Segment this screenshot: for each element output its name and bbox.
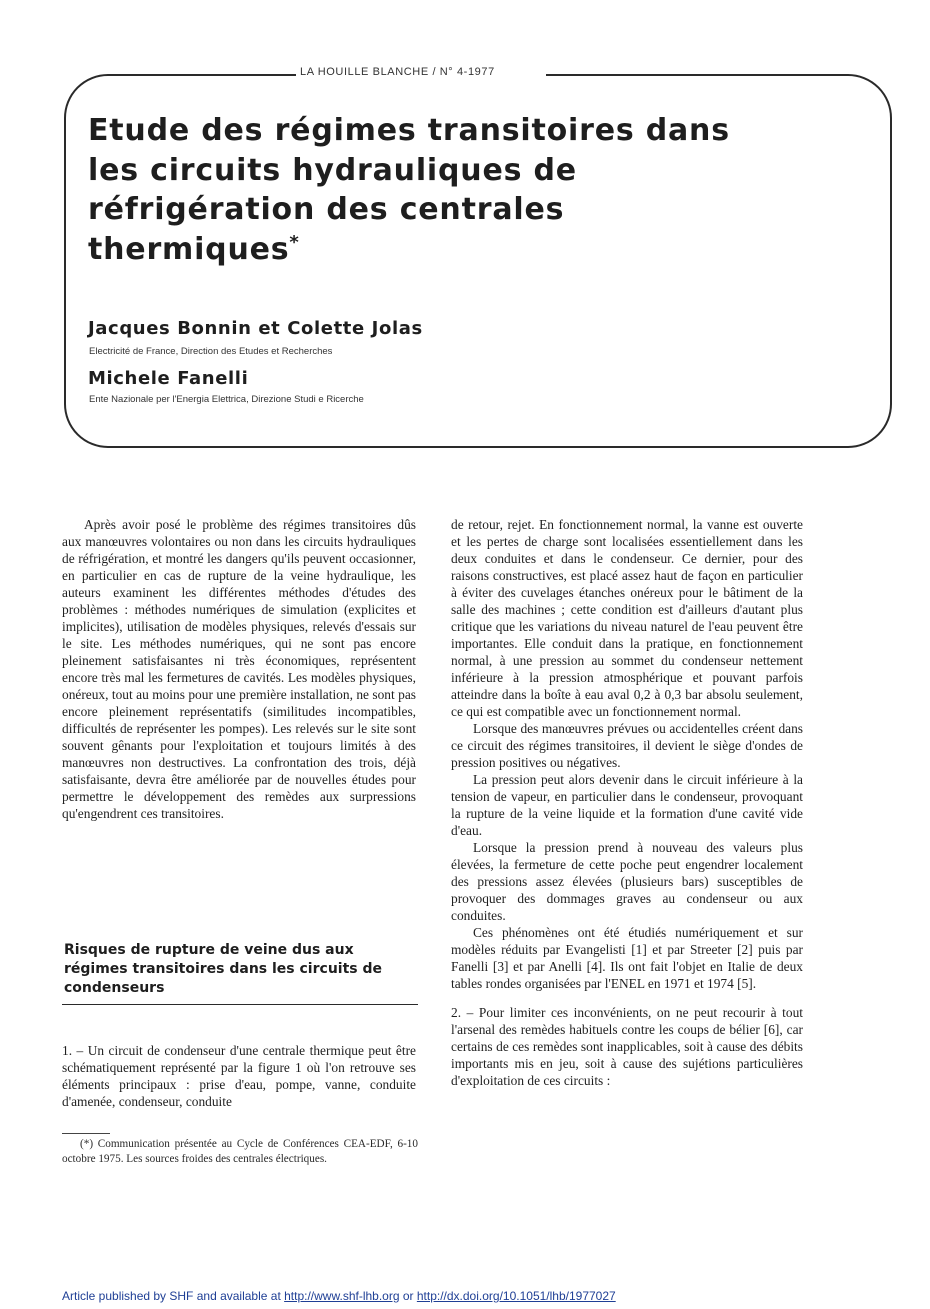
authors-line-2: Michele Fanelli	[88, 368, 249, 389]
paragraph: Lorsque la pression prend à nouveau des valeurs plus élevées, la fermeture de cette poche peut engendrer localement des pressions assez élevées (plusieurs bars) susceptibles de provoquer des dommages graves au condenseur ou aux conduites.	[451, 840, 803, 923]
footnote	[62, 1137, 418, 1166]
paragraph: La pression peut alors devenir dans le circuit inférieure à la tension de vapeur, en particulier dans le condenseur, provoquant la rupture de la veine liquide et la formation d'une cavité vide d'eau.	[451, 772, 803, 838]
affiliation-2: Ente Nazionale per l'Energia Elettrica, Direzione Studi e Ricerche	[89, 394, 364, 405]
footnote-rule	[62, 1133, 110, 1134]
paragraph: 1. – Un circuit de condenseur d'une centrale thermique peut être schématiquement représenté par la figure 1 où l'on retrouve ses éléments principaux : prise d'eau, pompe, vanne, conduite d'amenée, condenseur, conduite	[62, 1043, 416, 1109]
left-body	[62, 1042, 416, 1110]
abstract-text: Après avoir posé le problème des régimes transitoires dûs aux manœuvres volontaires ou non dans les circuits hydrauliques de réfrigération, et montré les dangers qu'ils peuvent occasionner, en particulier en cas de rupture de la veine hydraulique, les auteurs examinent les différentes méthodes d'études des problèmes : méthodes numériques de simulation (explicites et implicites), utilisation de modèles physiques, relevés d'essais sur le site. Les méthodes numériques, qui ne sont pas encore pleinement satisfaisantes ni très économiques, représentent encore très mal les fermetures de cavités. Les modèles physiques, onéreux, tout au moins pour une première installation, ne sont pas encore pleinement représentatifs (similitudes incompatibles, difficultés de représenter les pompes). Les relevés sur le site sont souvent gênants pour l'exploitation et toujours limités à des manœuvres non destructives. La confrontation des trois, déjà satisfaisante, devra être améliorée par de nouvelles études pour permettre le développement des remèdes aux surpressions qu'engendrent ces transitoires.	[62, 517, 416, 821]
paragraph: Lorsque des manœuvres prévues ou accidentelles créent dans ce circuit des régimes transitoires, il devient le siège d'ondes de pression positives ou négatives.	[451, 721, 803, 770]
article-title-text: Etude des régimes transitoires dans les circuits hydrauliques de réfrigération des centrales thermiques	[88, 113, 730, 267]
title-footnote-marker: *	[289, 231, 300, 253]
footer-prefix: Article published by SHF and available at	[62, 1289, 285, 1303]
abstract	[62, 516, 416, 822]
section-rule	[62, 1004, 418, 1005]
paragraph: Ces phénomènes ont été étudiés numériquement et sur modèles réduits par Evangelisti [1] et par Streeter [2] puis par Fanelli [3] et par Anelli [4]. Ils ont fait l'objet en Italie de deux tables rondes organisées par l'ENEL en 1971 et 1974 [5].	[451, 925, 803, 991]
section-title: Risques de rupture de veine dus aux régimes transitoires dans les circuits de condenseurs	[64, 942, 382, 996]
affiliation-1: Electricité de France, Direction des Etudes et Recherches	[89, 346, 333, 357]
authors-line-1: Jacques Bonnin et Colette Jolas	[88, 318, 423, 339]
journal-header: LA HOUILLE BLANCHE / N° 4-1977	[300, 66, 495, 78]
footer-link-doi[interactable]: http://dx.doi.org/10.1051/lhb/1977027	[416, 1289, 616, 1303]
footnote-text: (*) Communication présentée au Cycle de Conférences CEA-EDF, 6-10 octobre 1975. Les sources froides des centrales électriques.	[62, 1138, 418, 1165]
right-body	[451, 516, 803, 1089]
footer	[62, 1289, 882, 1303]
footer-middle: or	[399, 1289, 417, 1303]
article-title	[88, 111, 768, 269]
footer-link-shf[interactable]: http://www.shf-lhb.org	[284, 1289, 400, 1303]
paragraph: de retour, rejet. En fonctionnement normal, la vanne est ouverte et les pertes de charge sont localisées essentiellement dans les deux conduites et dans le condenseur. Ce dernier, pour des raisons constructives, est placé assez haut de façon en particulier à éviter des cuvelages étanches onéreux pour le bâtiment de la salle des machines ; cette condition est d'ailleurs d'autant plus critique que les variations du niveau naturel de l'eau peuvent être importantes. Elle conduit dans la pratique, en fonctionnement normal, à une pression au sommet du condenseur nettement inférieure à la pression atmosphérique et pouvant parfois atteindre dans la boîte à eau aval 0,2 à 0,3 bar absolu seulement, ce qui est compatible avec un fonctionnement normal.	[451, 517, 803, 719]
paragraph: 2. – Pour limiter ces inconvénients, on ne peut recourir à tout l'arsenal des remèdes habituels contre les coups de bélier [6], car certains de ces remèdes sont inapplicables, soit à cause des débits importants mis en jeu, soit à cause des sujétions particulières d'exploitation de ces circuits :	[451, 1005, 803, 1088]
